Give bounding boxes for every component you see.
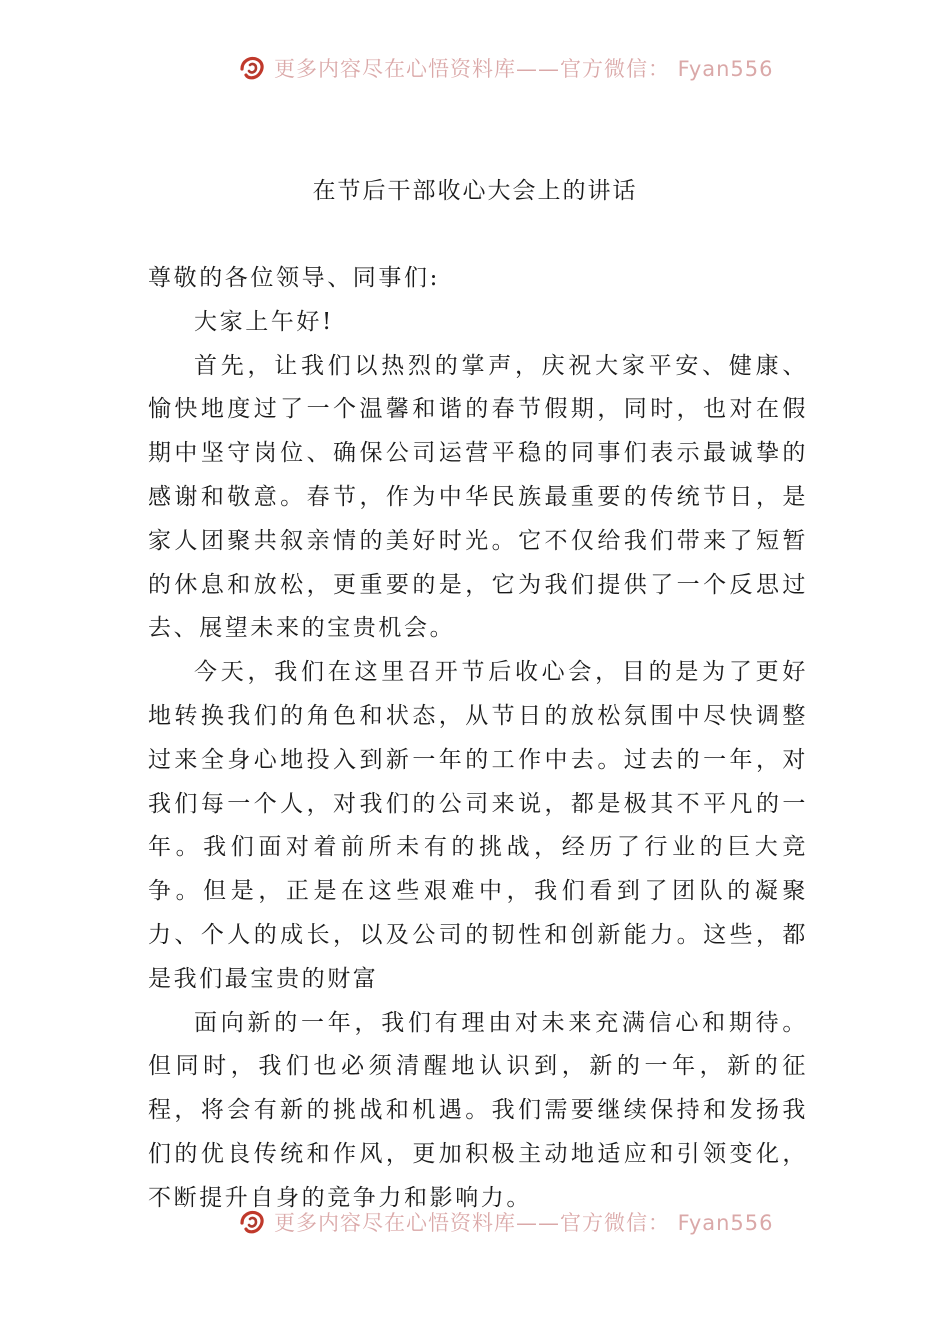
salutation: 尊敬的各位领导、同事们: <box>148 265 440 291</box>
watermark-text: 更多内容尽在心悟资料库——官方微信： Fyan556 <box>274 1211 774 1235</box>
body-paragraph: 首先，让我们以热烈的掌声，庆祝大家平安、健康、愉快地度过了一个温馨和谐的春节假期，同时，也对在假期中坚守岗位、确保公司运营平稳的同事们表示最诚挚的感谢和敬意。春节，作为中华民族最重要的传统节日，是家人团聚共叙亲情的美好时光。它不仅给我们带来了短暂的休息和放松，更重要的是，它为我们提供了一个反思过去、展望未来的宝贵机会。 <box>148 352 808 642</box>
greeting: 大家上午好! <box>194 308 334 335</box>
document-body <box>148 257 808 1221</box>
document-title: 在节后干部收心大会上的讲话 <box>312 178 638 204</box>
body-paragraph: 面向新的一年，我们有理由对未来充满信心和期待。但同时，我们也必须清醒地认识到，新的一年，新的征程，将会有新的挑战和机遇。我们需要继续保持和发扬我们的优良传统和作风，更加积极主动地适应和引领变化，不断提升自身的竞争力和影响力。 <box>148 1009 808 1211</box>
body-paragraph: 今天，我们在这里召开节后收心会，目的是为了更好地转换我们的角色和状态，从节日的放松氛围中尽快调整过来全身心地投入到新一年的工作中去。过去的一年，对我们每一个人，对我们的公司来说，都是极其不平凡的一年。我们面对着前所未有的挑战，经历了行业的巨大竞争。但是，正是在这些艰难中，我们看到了团队的凝聚力、个人的成长，以及公司的韧性和创新能力。这些，都是我们最宝贵的财富 <box>148 659 808 992</box>
brand-logo-icon <box>238 53 268 83</box>
brand-logo-icon <box>238 1207 268 1237</box>
footer-watermark <box>238 1206 774 1238</box>
header-watermark <box>238 52 774 84</box>
watermark-text: 更多内容尽在心悟资料库——官方微信： Fyan556 <box>274 57 774 81</box>
